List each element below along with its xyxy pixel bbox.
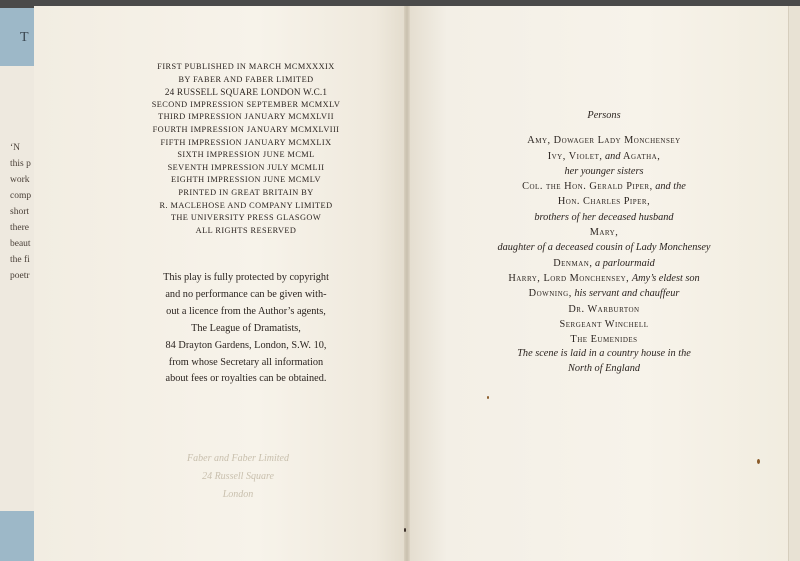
imprint-block: [140, 61, 352, 237]
copyright-line: This play is fully protected by copyright: [163, 272, 329, 283]
show-through-line: Faber and Faber Limited: [187, 453, 289, 464]
character-harry: [448, 271, 760, 286]
copyright-notice: [140, 270, 352, 388]
cover-line: work: [10, 175, 30, 185]
imprint-line: BY FABER AND FABER LIMITED: [178, 74, 314, 84]
imprint-line: FIRST PUBLISHED IN MARCH MCMXXXIX: [157, 62, 335, 71]
character-name: Denman,: [553, 257, 593, 269]
imprint-line: THE UNIVERSITY PRESS GLASGOW: [170, 213, 322, 223]
cover-line: short: [10, 207, 29, 217]
character-description: daughter of a deceased cousin of Lady Monchensey: [497, 242, 711, 254]
character-eumenides: The Eumenides: [570, 334, 638, 346]
character-mary: Mary,: [589, 227, 619, 239]
scene-line: North of England: [567, 363, 641, 375]
character-name: Agatha,: [623, 150, 661, 162]
copyright-line: about fees or royalties can be obtained.: [165, 373, 327, 385]
character-description: a parlourmaid: [594, 257, 655, 269]
show-through-text: [168, 450, 308, 504]
scene-line: The scene is laid in a country house in the: [517, 348, 691, 359]
character-name: Harry, Lord Monchensey,: [508, 272, 630, 284]
cover-line: the fi: [10, 255, 30, 265]
show-through-line: London: [222, 489, 254, 500]
imprint-line: SEVENTH IMPRESSION JULY MCMLII: [167, 162, 325, 172]
imprint-line: EIGHTH IMPRESSION JUNE MCMLV: [171, 175, 321, 185]
character-description: his servant and chauffeur: [574, 288, 680, 300]
cover-line: there: [10, 223, 29, 233]
character-amy: Amy, Dowager Lady Monchensey: [527, 135, 681, 147]
copyright-line: out a licence from the Author’s agents,: [166, 305, 326, 317]
imprint-line: R. MACLEHOSE AND COMPANY LIMITED: [159, 200, 333, 210]
character-description: her younger sisters: [564, 165, 644, 177]
character-winchell: Sergeant Winchell: [559, 318, 649, 330]
copyright-line: 84 Drayton Gardens, London, S.W. 10,: [165, 339, 327, 351]
imprint-line: SIXTH IMPRESSION JUNE MCML: [177, 150, 315, 160]
imprint-line: FIFTH IMPRESSION JANUARY MCMXLIX: [160, 137, 332, 147]
cover-line: ‘N: [10, 143, 21, 153]
character-warburton: Dr. Warburton: [568, 303, 640, 315]
cover-text-fragments: [10, 140, 31, 284]
character-downing: [448, 286, 760, 301]
cover-line: comp: [10, 191, 32, 201]
book-gutter: [404, 6, 410, 561]
imprint-line: SECOND IMPRESSION SEPTEMBER MCMXLV: [151, 99, 341, 109]
connector: and: [605, 150, 621, 162]
imprint-line: PRINTED IN GREAT BRITAIN BY: [178, 187, 314, 197]
cover-line: this p: [10, 159, 31, 169]
paper-speck: [404, 528, 406, 532]
copyright-line: from whose Secretary all information: [168, 356, 324, 368]
character-name: Downing,: [528, 288, 572, 300]
cover-line: poetr: [10, 271, 30, 281]
imprint-line: THIRD IMPRESSION JANUARY MCMXLVII: [158, 112, 334, 122]
imprint-line: ALL RIGHTS RESERVED: [195, 225, 297, 235]
character-name: Col. the Hon. Gerald Piper,: [522, 181, 653, 193]
paper-speck: [487, 396, 489, 399]
character-description: brothers of her deceased husband: [534, 211, 674, 223]
imprint-line: FOURTH IMPRESSION JANUARY MCMXLVIII: [152, 124, 340, 134]
character-name: Ivy, Violet,: [547, 150, 603, 162]
character-sisters: [448, 149, 760, 164]
copyright-line: and no performance can be given with-: [165, 288, 327, 300]
cover-title-fragment: T: [20, 30, 30, 45]
imprint-line: 24 RUSSELL SQUARE LONDON W.C.1: [164, 87, 328, 98]
character-charles: Hon. Charles Piper,: [557, 196, 651, 208]
show-through-line: 24 Russell Square: [202, 471, 274, 482]
page-edge-strip: [788, 6, 800, 561]
scene-note: [448, 346, 760, 377]
character-gerald: [448, 179, 760, 194]
cover-line: beaut: [10, 239, 31, 249]
character-description: Amy’s eldest son: [631, 272, 700, 284]
paper-speck: [757, 459, 760, 464]
connector: and the: [655, 181, 686, 193]
character-denman: [448, 256, 760, 271]
copyright-line: The League of Dramatists,: [191, 322, 301, 334]
persons-heading: Persons: [587, 110, 621, 121]
persons-list: [448, 108, 760, 347]
